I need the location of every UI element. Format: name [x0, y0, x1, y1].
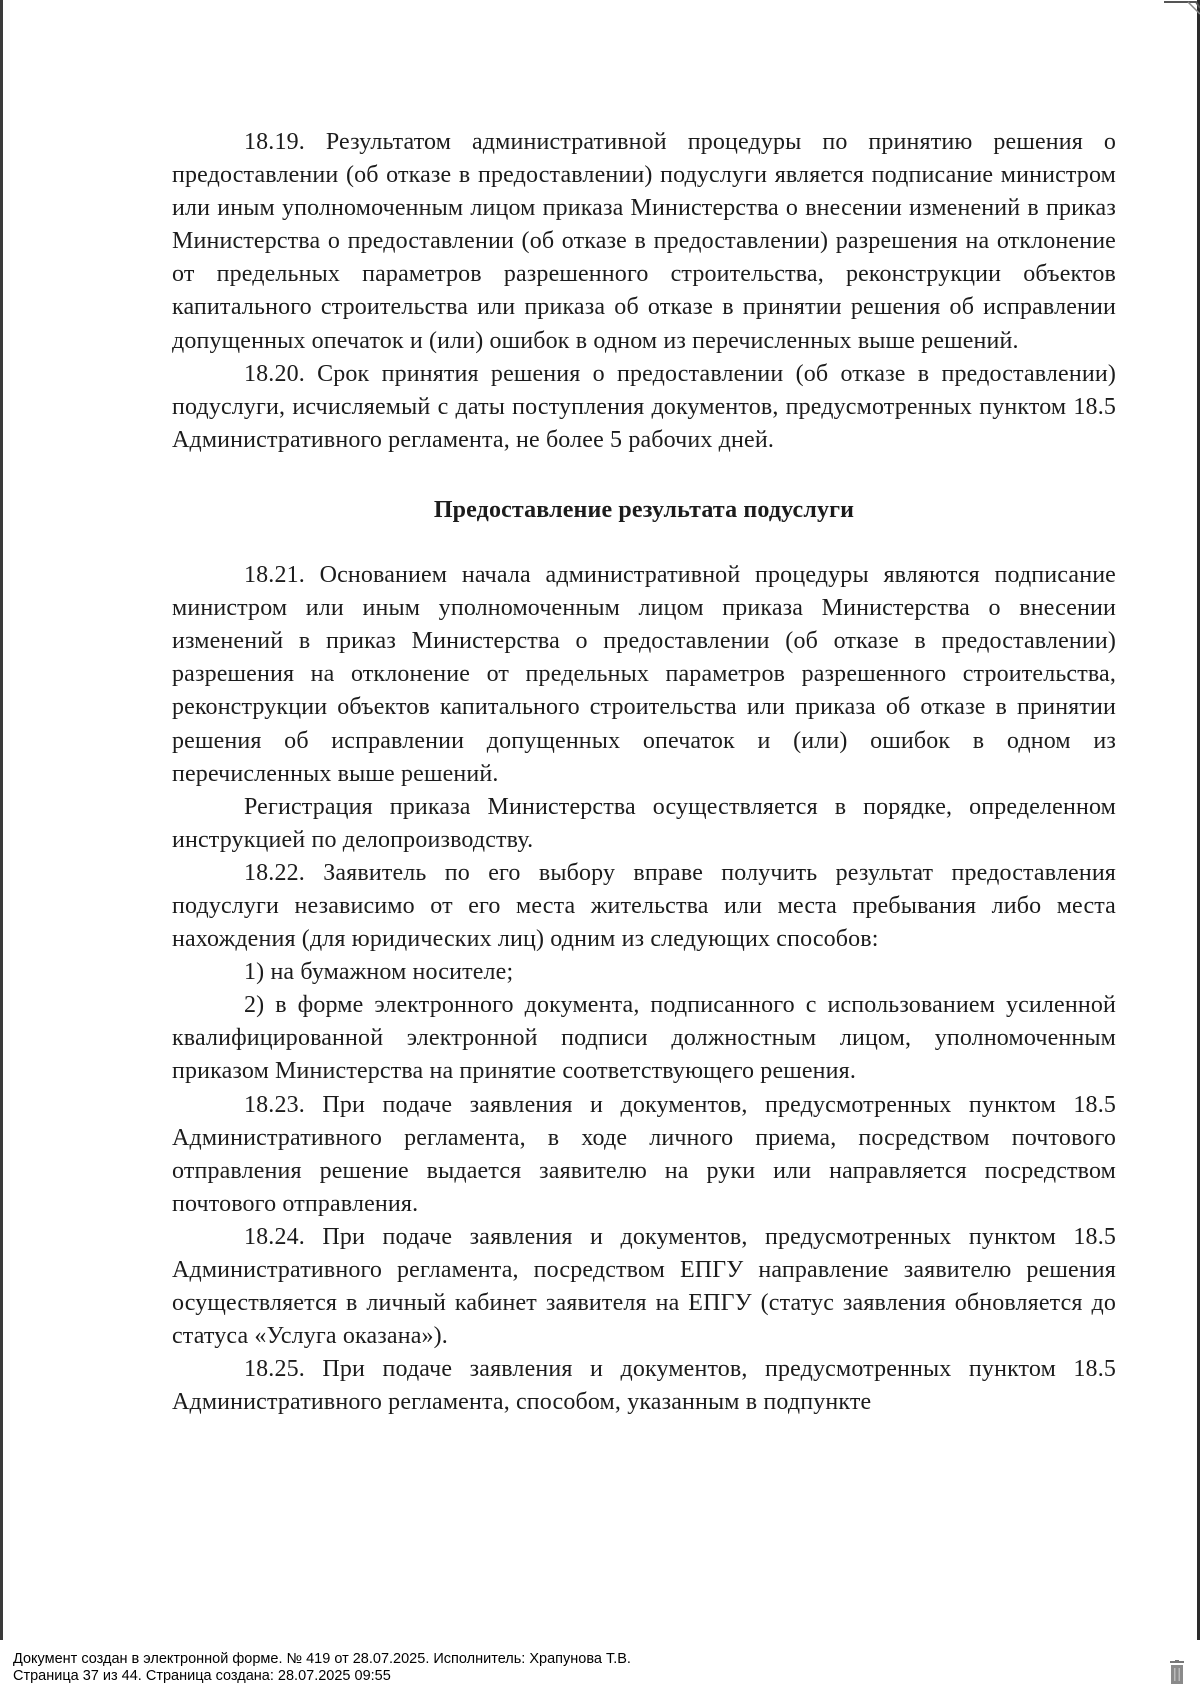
document-body [172, 126, 1116, 1419]
scan-edge-left [0, 0, 3, 1640]
section-heading: Предоставление результата подуслуги [433, 496, 855, 523]
page-corner-fold-icon [1160, 0, 1200, 28]
paragraph-18-24: 18.24. При подаче заявления и документов, предусмотренных пунктом 18.5 Административного регламента, посредством ЕПГУ направление заявителю решения осуществляется в личный кабинет заявителя на ЕПГУ (статус заявления обновляется до статуса «Услуга оказана»). [172, 1223, 1116, 1350]
paragraph-18-22: 18.22. Заявитель по его выбору вправе получить результат предоставления подуслуги независимо от его места жительства или места пребывания либо места нахождения (для юридических лиц) одним из следующих способов: [172, 859, 1116, 953]
paragraph-18-19: 18.19. Результатом административной процедуры по принятию решения о предоставлении (об отказе в предоставлении) подуслуги является подписание министром или иным уполномоченным лицом приказа Министерства о внесении изменений в приказ Министерства о предоставлении (об отказе в предоставлении) разрешения на отклонение от предельных параметров разрешенного строительства, реконструкции объектов капитального строительства или приказа об отказе в принятии решения об исправлении допущенных опечаток и (или) ошибок в одном из перечисленных выше решений. [172, 129, 1116, 354]
document-footer [13, 1651, 631, 1685]
footer-document-info: Документ создан в электронной форме. № 419 от 28.07.2025. Исполнитель: Храпунова Т.В. [13, 1651, 631, 1667]
footer-page-info: Страница 37 из 44. Страница создана: 28.07.2025 09:55 [13, 1668, 391, 1684]
paragraph-registration: Регистрация приказа Министерства осуществляется в порядке, определенном инструкцией по делопроизводству. [172, 793, 1116, 853]
list-item-electronic: 2) в форме электронного документа, подписанного с использованием усиленной квалифицированной электронной подписи должностным лицом, уполномоченным приказом Министерства на принятие соответствующего решения. [172, 992, 1116, 1085]
list-item-paper: 1) на бумажном носителе; [244, 959, 514, 986]
paragraph-18-20: 18.20. Срок принятия решения о предоставлении (об отказе в предоставлении) подуслуги, исчисляемый с даты поступления документов, предусмотренных пунктом 18.5 Административного регламента, не более 5 рабочих дней. [172, 360, 1116, 453]
paragraph-18-23: 18.23. При подаче заявления и документов, предусмотренных пунктом 18.5 Административного регламента, в ходе личного приема, посредством почтового отправления решение выдается заявителю на руки или направляется посредством почтового отправления. [172, 1091, 1116, 1217]
trash-icon [1170, 1660, 1184, 1684]
paragraph-18-25: 18.25. При подаче заявления и документов, предусмотренных пунктом 18.5 Административного регламента, способом, указанным в подпункте [172, 1356, 1116, 1416]
paragraph-18-21: 18.21. Основанием начала административной процедуры являются подписание министром или иным уполномоченным лицом приказа Министерства о внесении изменений в приказ Министерства о предоставлении (об отказе в предоставлении) разрешения на отклонение от предельных параметров разрешенного строительства, реконструкции объектов капитального строительства или приказа об отказе в принятии решения об исправлении допущенных опечаток и (или) ошибок в одном из перечисленных выше решений. [172, 562, 1116, 787]
